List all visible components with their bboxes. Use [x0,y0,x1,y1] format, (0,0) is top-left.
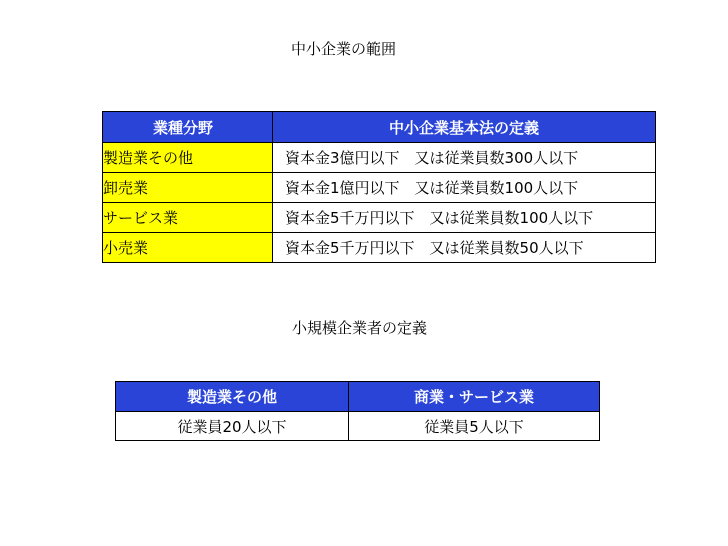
definition-cell: 資本金3億円以下 又は従業員数300人以下 [273,143,656,173]
table-row [103,173,656,203]
header-definition: 中小企業基本法の定義 [273,112,656,143]
section-title-small-business: 小規模企業者の定義 [292,319,428,337]
table-row [103,143,656,173]
header-commerce-service: 商業・サービス業 [349,382,600,412]
sme-definition-table [102,111,656,263]
value-manufacturing: 従業員20人以下 [116,412,349,441]
definition-cell: 資本金5千万円以下 又は従業員数100人以下 [273,203,656,233]
header-industry: 業種分野 [103,112,273,143]
industry-cell: 小売業 [103,233,273,263]
header-manufacturing: 製造業その他 [116,382,349,412]
table-row [103,203,656,233]
table-row [103,233,656,263]
industry-cell: サービス業 [103,203,273,233]
industry-cell: 製造業その他 [103,143,273,173]
industry-cell: 卸売業 [103,173,273,203]
definition-cell: 資本金1億円以下 又は従業員数100人以下 [273,173,656,203]
table-header-row [103,112,656,143]
page-title-sme-scope: 中小企業の範囲 [291,40,397,58]
table-row [116,412,600,441]
definition-cell: 資本金5千万円以下 又は従業員数50人以下 [273,233,656,263]
value-commerce-service: 従業員5人以下 [349,412,600,441]
small-business-table [115,381,600,441]
table-header-row [116,382,600,412]
